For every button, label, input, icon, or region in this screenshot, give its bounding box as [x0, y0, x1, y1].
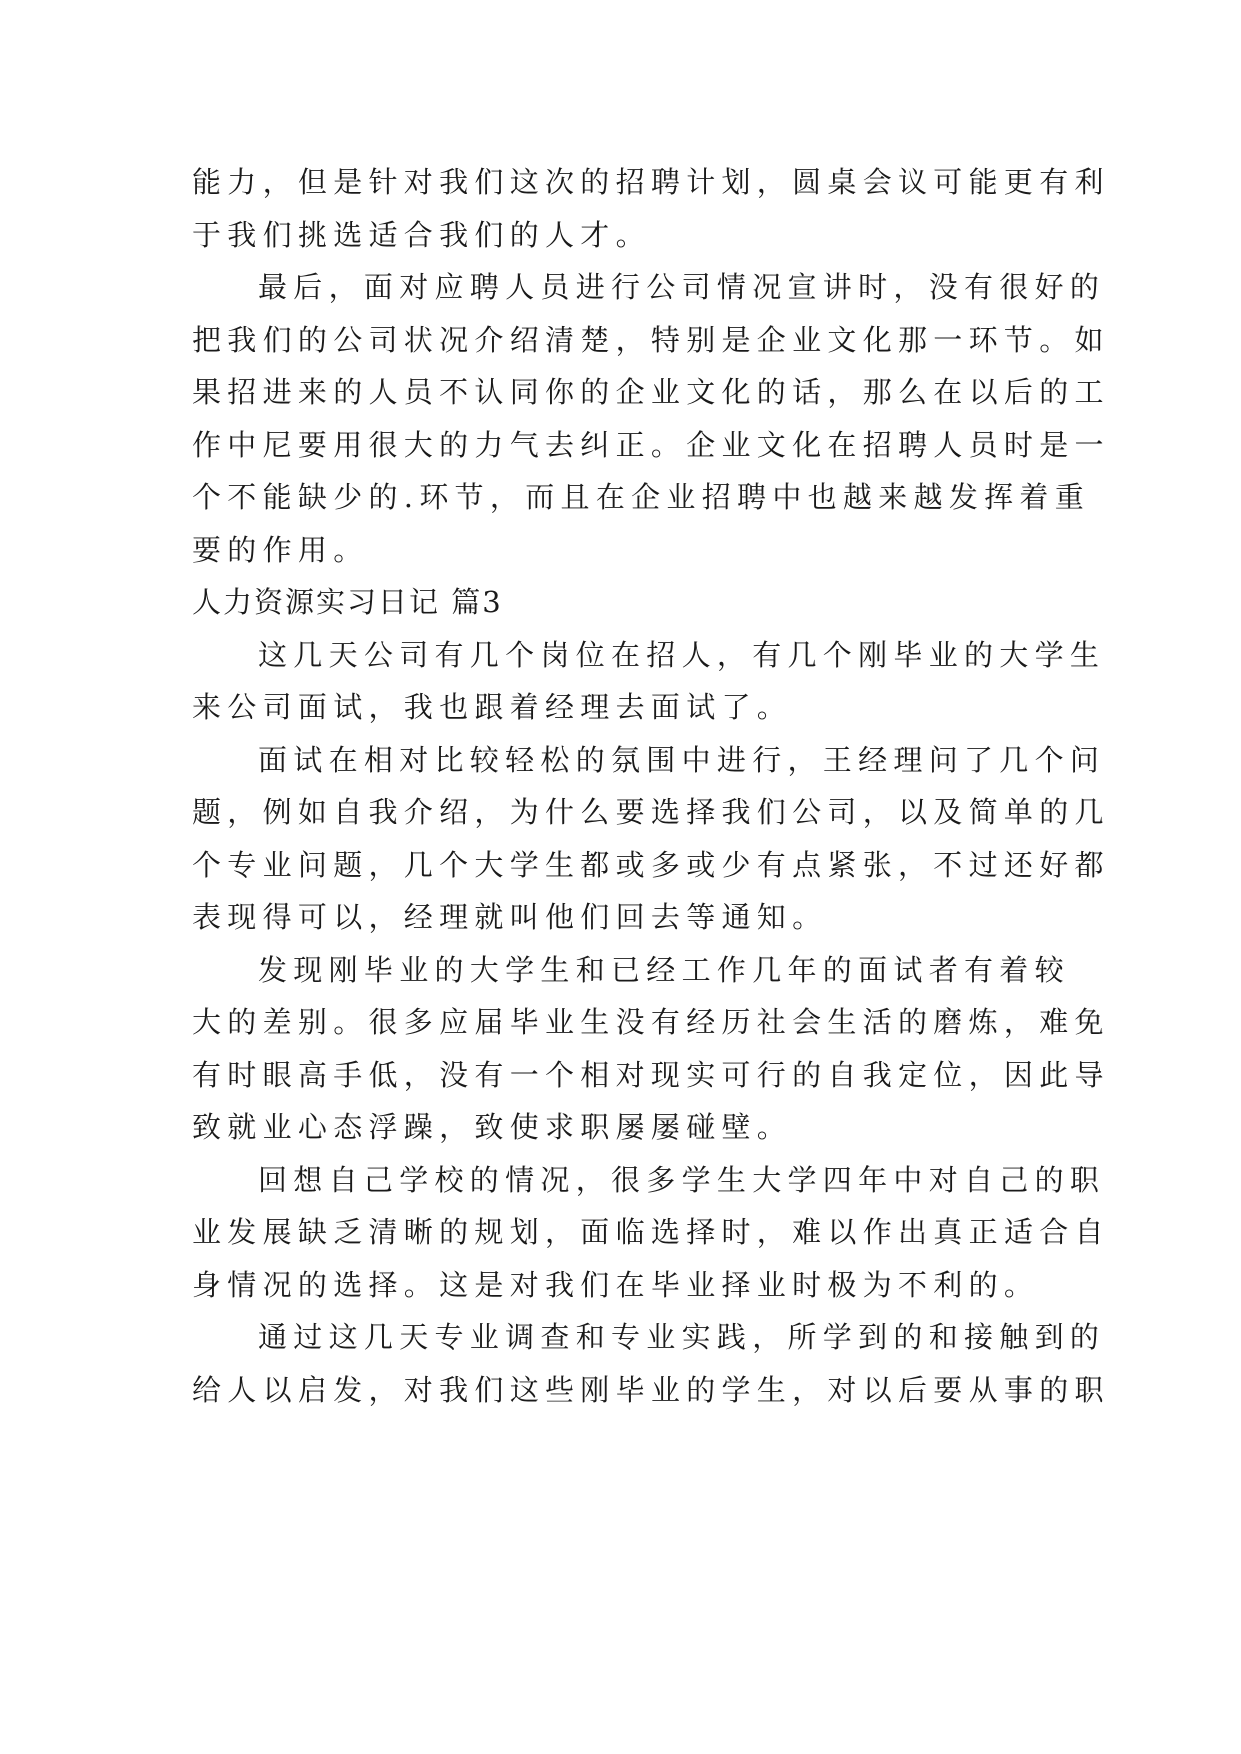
text-line: 能力，但是针对我们这次的招聘计划，圆桌会议可能更有利 [192, 165, 1110, 199]
text-line: 通过这几天专业调查和专业实践，所学到的和接触到的 [258, 1320, 1106, 1354]
text-line: 个不能缺少的.环节，而且在企业招聘中也越来越发挥着重 [192, 480, 1091, 514]
text-line: 业发展缺乏清晰的规划，面临选择时，难以作出真正适合自 [192, 1215, 1110, 1249]
text-line: 大的差别。很多应届毕业生没有经历社会生活的磨炼，难免 [192, 1005, 1110, 1039]
paragraph [192, 944, 1110, 1154]
text-line: 表现得可以，经理就叫他们回去等通知。 [192, 900, 828, 934]
document-body [192, 156, 1110, 1416]
text-line: 给人以启发，对我们这些刚毕业的学生，对以后要从事的职 [192, 1372, 1110, 1407]
text-line: 致就业心态浮躁，致使求职屡屡碰壁。 [192, 1110, 793, 1144]
text-line: 有时眼高手低，没有一个相对现实可行的自我定位，因此导 [192, 1057, 1110, 1092]
text-line: 作中尼要用很大的力气去纠正。企业文化在招聘人员时是一 [192, 427, 1110, 462]
heading-line: 人力资源实习日记 篇3 [192, 585, 503, 619]
text-line: 这几天公司有几个岗位在招人，有几个刚毕业的大学生 [258, 637, 1106, 672]
paragraph [192, 734, 1110, 944]
text-line: 面试在相对比较轻松的氛围中进行，王经理问了几个问 [258, 742, 1106, 777]
text-line: 发现刚毕业的大学生和已经工作几年的面试者有着较 [258, 952, 1070, 987]
section-heading [192, 576, 1054, 629]
text-line: 要的作用。 [192, 532, 369, 567]
paragraph [192, 1154, 1110, 1312]
paragraph [192, 1311, 1110, 1416]
document-page [192, 156, 1110, 1416]
text-line: 个专业问题，几个大学生都或多或少有点紧张，不过还好都 [192, 847, 1110, 882]
paragraph [192, 629, 1106, 734]
paragraph [192, 156, 1110, 261]
text-line: 来公司面试，我也跟着经理去面试了。 [192, 690, 793, 724]
paragraph [192, 261, 1110, 576]
text-line: 于我们挑选适合我们的人才。 [192, 217, 651, 252]
text-line: 果招进来的人员不认同你的企业文化的话，那么在以后的工 [192, 375, 1110, 409]
text-line: 回想自己学校的情况，很多学生大学四年中对自己的职 [258, 1162, 1106, 1197]
text-line: 题，例如自我介绍，为什么要选择我们公司，以及简单的几 [192, 795, 1110, 829]
text-line: 最后，面对应聘人员进行公司情况宣讲时，没有很好的 [258, 270, 1106, 304]
text-line: 身情况的选择。这是对我们在毕业择业时极为不利的。 [192, 1267, 1040, 1302]
text-line: 把我们的公司状况介绍清楚，特别是企业文化那一环节。如 [192, 322, 1110, 357]
